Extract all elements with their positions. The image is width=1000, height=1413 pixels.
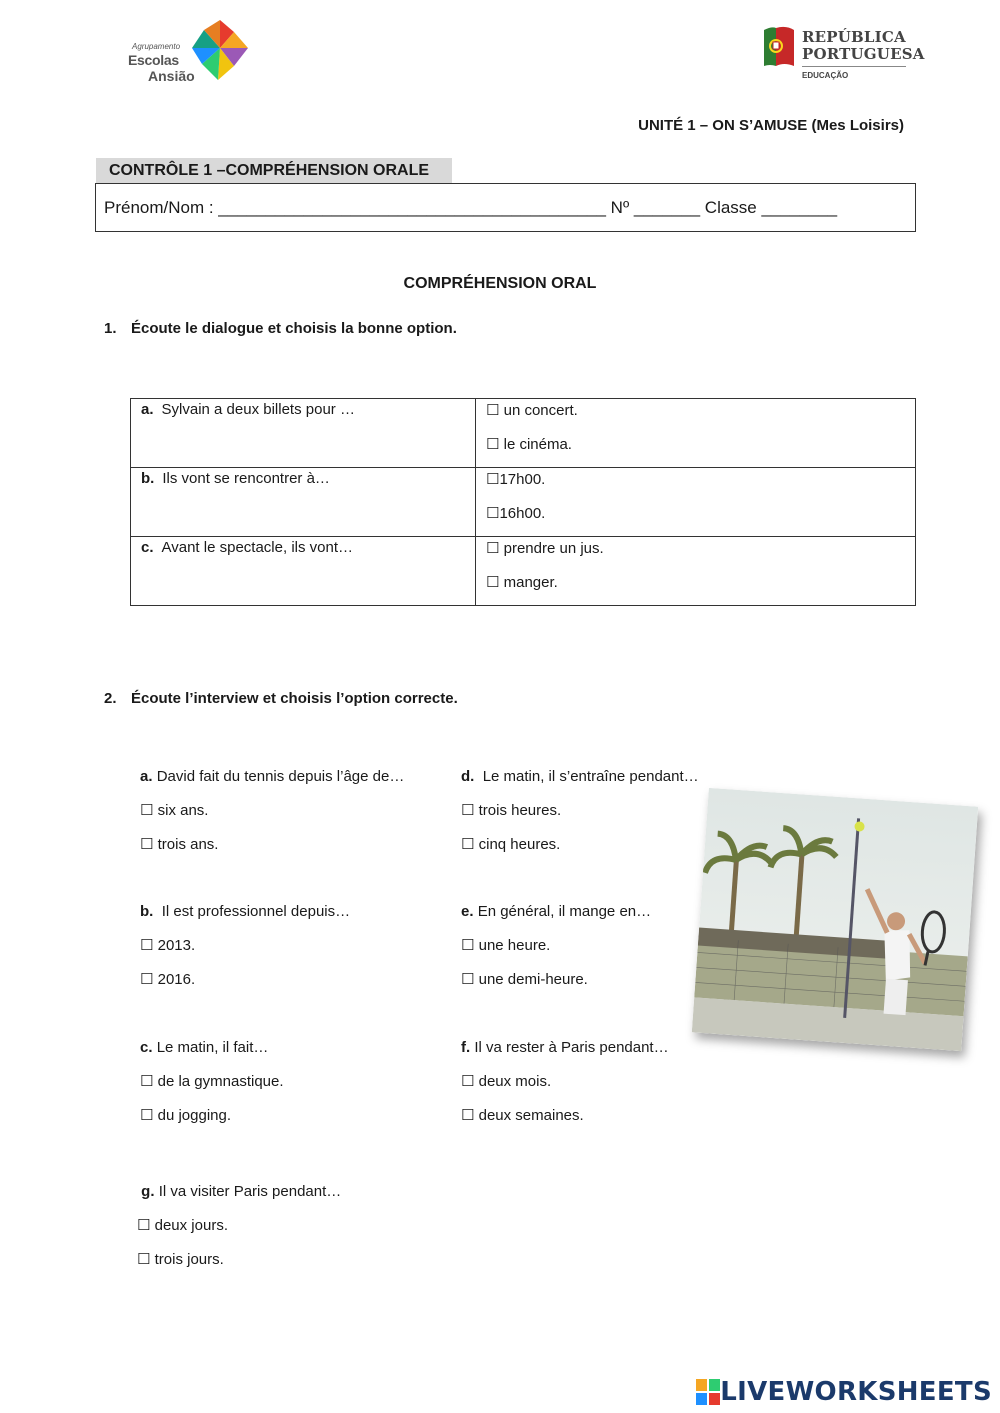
school-logo-line1: Agrupamento <box>132 42 181 51</box>
question2-item-e <box>461 902 651 1004</box>
option-checkbox[interactable]: ☐ une heure. <box>461 937 551 954</box>
option-checkbox[interactable]: ☐ 2013. <box>140 937 196 954</box>
question2-item-d <box>461 767 699 869</box>
section-title: COMPRÉHENSION ORAL <box>403 275 597 292</box>
question2-item-b <box>140 902 350 1004</box>
gov-logo-line1: REPÚBLICA <box>802 28 906 46</box>
item-letter: c. <box>140 1039 153 1056</box>
option-checkbox[interactable]: ☐ 2016. <box>140 971 196 988</box>
item-letter: c. <box>141 539 154 556</box>
question2-heading <box>104 690 458 707</box>
item-prompt: Le matin, il fait… <box>156 1039 269 1056</box>
option-checkbox[interactable]: ☐ deux semaines. <box>461 1107 584 1124</box>
question2-item-a <box>140 767 404 869</box>
question1-prompt-a <box>131 399 476 468</box>
question1-prompt-c <box>131 537 476 606</box>
option-checkbox[interactable]: ☐ deux mois. <box>461 1073 552 1090</box>
item-letter: a. <box>141 401 154 418</box>
option-checkbox[interactable]: ☐ trois ans. <box>140 836 219 853</box>
question1-options-a <box>476 399 916 468</box>
question1-instruction: Écoute le dialogue et choisis la bonne option. <box>131 320 457 337</box>
gov-logo-line2: PORTUGUESA <box>802 45 925 63</box>
item-prompt: David fait du tennis depuis l’âge de… <box>156 768 405 785</box>
portugal-flag-icon <box>762 26 796 68</box>
option-checkbox[interactable]: ☐ six ans. <box>140 802 209 819</box>
item-letter: b. <box>141 470 155 487</box>
question2-item-c <box>140 1038 284 1140</box>
control-title: CONTRÔLE 1 –COMPRÉHENSION ORALE <box>96 158 452 183</box>
gov-logo-line3: EDUCAÇÃO <box>802 71 849 80</box>
option-checkbox[interactable]: ☐ du jogging. <box>140 1107 232 1124</box>
option-checkbox[interactable]: ☐ deux jours. <box>137 1217 228 1234</box>
school-logo-line3: Ansião <box>148 68 195 84</box>
option-checkbox[interactable]: ☐ manger. <box>486 574 558 591</box>
item-prompt: Le matin, il s’entraîne pendant… <box>482 768 699 785</box>
option-checkbox[interactable]: ☐ le cinéma. <box>486 436 572 453</box>
item-letter: g. <box>141 1183 155 1200</box>
tennis-player-photo <box>692 788 978 1051</box>
item-prompt: En général, il mange en… <box>477 903 652 920</box>
item-letter: e. <box>461 903 474 920</box>
table-row <box>131 399 916 468</box>
question1-number: 1. <box>104 320 117 337</box>
question1-options-c <box>476 537 916 606</box>
item-prompt: Il va visiter Paris pendant… <box>158 1183 342 1200</box>
option-checkbox[interactable]: ☐ trois heures. <box>461 802 562 819</box>
item-prompt: Sylvain a deux billets pour … <box>161 401 355 418</box>
question2-instruction: Écoute l’interview et choisis l’option correcte. <box>131 690 458 707</box>
school-logo-line2: Escolas <box>128 52 179 68</box>
liveworksheets-watermark <box>696 1377 992 1407</box>
item-prompt: Il est professionnel depuis… <box>161 903 351 920</box>
option-checkbox[interactable]: ☐17h00. <box>486 471 546 488</box>
question1-options-b <box>476 468 916 537</box>
question1-prompt-b <box>131 468 476 537</box>
item-prompt: Il va rester à Paris pendant… <box>474 1039 669 1056</box>
school-logo <box>128 18 258 88</box>
option-checkbox[interactable]: ☐16h00. <box>486 505 546 522</box>
government-logo <box>762 26 925 86</box>
question1-heading <box>104 320 457 337</box>
question2-number: 2. <box>104 690 117 707</box>
table-row <box>131 468 916 537</box>
item-letter: a. <box>140 768 153 785</box>
tennis-player-image-icon <box>692 788 978 1051</box>
option-checkbox[interactable]: ☐ de la gymnastique. <box>140 1073 284 1090</box>
item-letter: d. <box>461 768 475 785</box>
option-checkbox[interactable]: ☐ cinq heures. <box>461 836 561 853</box>
watermark-text: LIVEWORKSHEETS <box>720 1377 992 1407</box>
item-prompt: Ils vont se rencontrer à… <box>162 470 330 487</box>
pinwheel-logo-icon <box>190 18 250 82</box>
option-checkbox[interactable]: ☐ une demi-heure. <box>461 971 588 988</box>
item-prompt: Avant le spectacle, ils vont… <box>161 539 353 556</box>
question2-item-f <box>461 1038 669 1140</box>
item-letter: b. <box>140 903 154 920</box>
option-checkbox[interactable]: ☐ trois jours. <box>137 1251 224 1268</box>
liveworksheets-logo-icon <box>696 1379 720 1405</box>
question1-table <box>130 398 916 606</box>
item-letter: f. <box>461 1039 471 1056</box>
question2-item-g <box>137 1182 341 1284</box>
table-row <box>131 537 916 606</box>
option-checkbox[interactable]: ☐ un concert. <box>486 402 578 419</box>
student-name-field[interactable]: Prénom/Nom : _________________________________________ Nº _______ Classe ________ <box>95 183 916 232</box>
unit-title: UNITÉ 1 – ON S’AMUSE (Mes Loisirs) <box>638 117 904 134</box>
gov-logo-divider <box>802 66 906 67</box>
option-checkbox[interactable]: ☐ prendre un jus. <box>486 540 604 557</box>
